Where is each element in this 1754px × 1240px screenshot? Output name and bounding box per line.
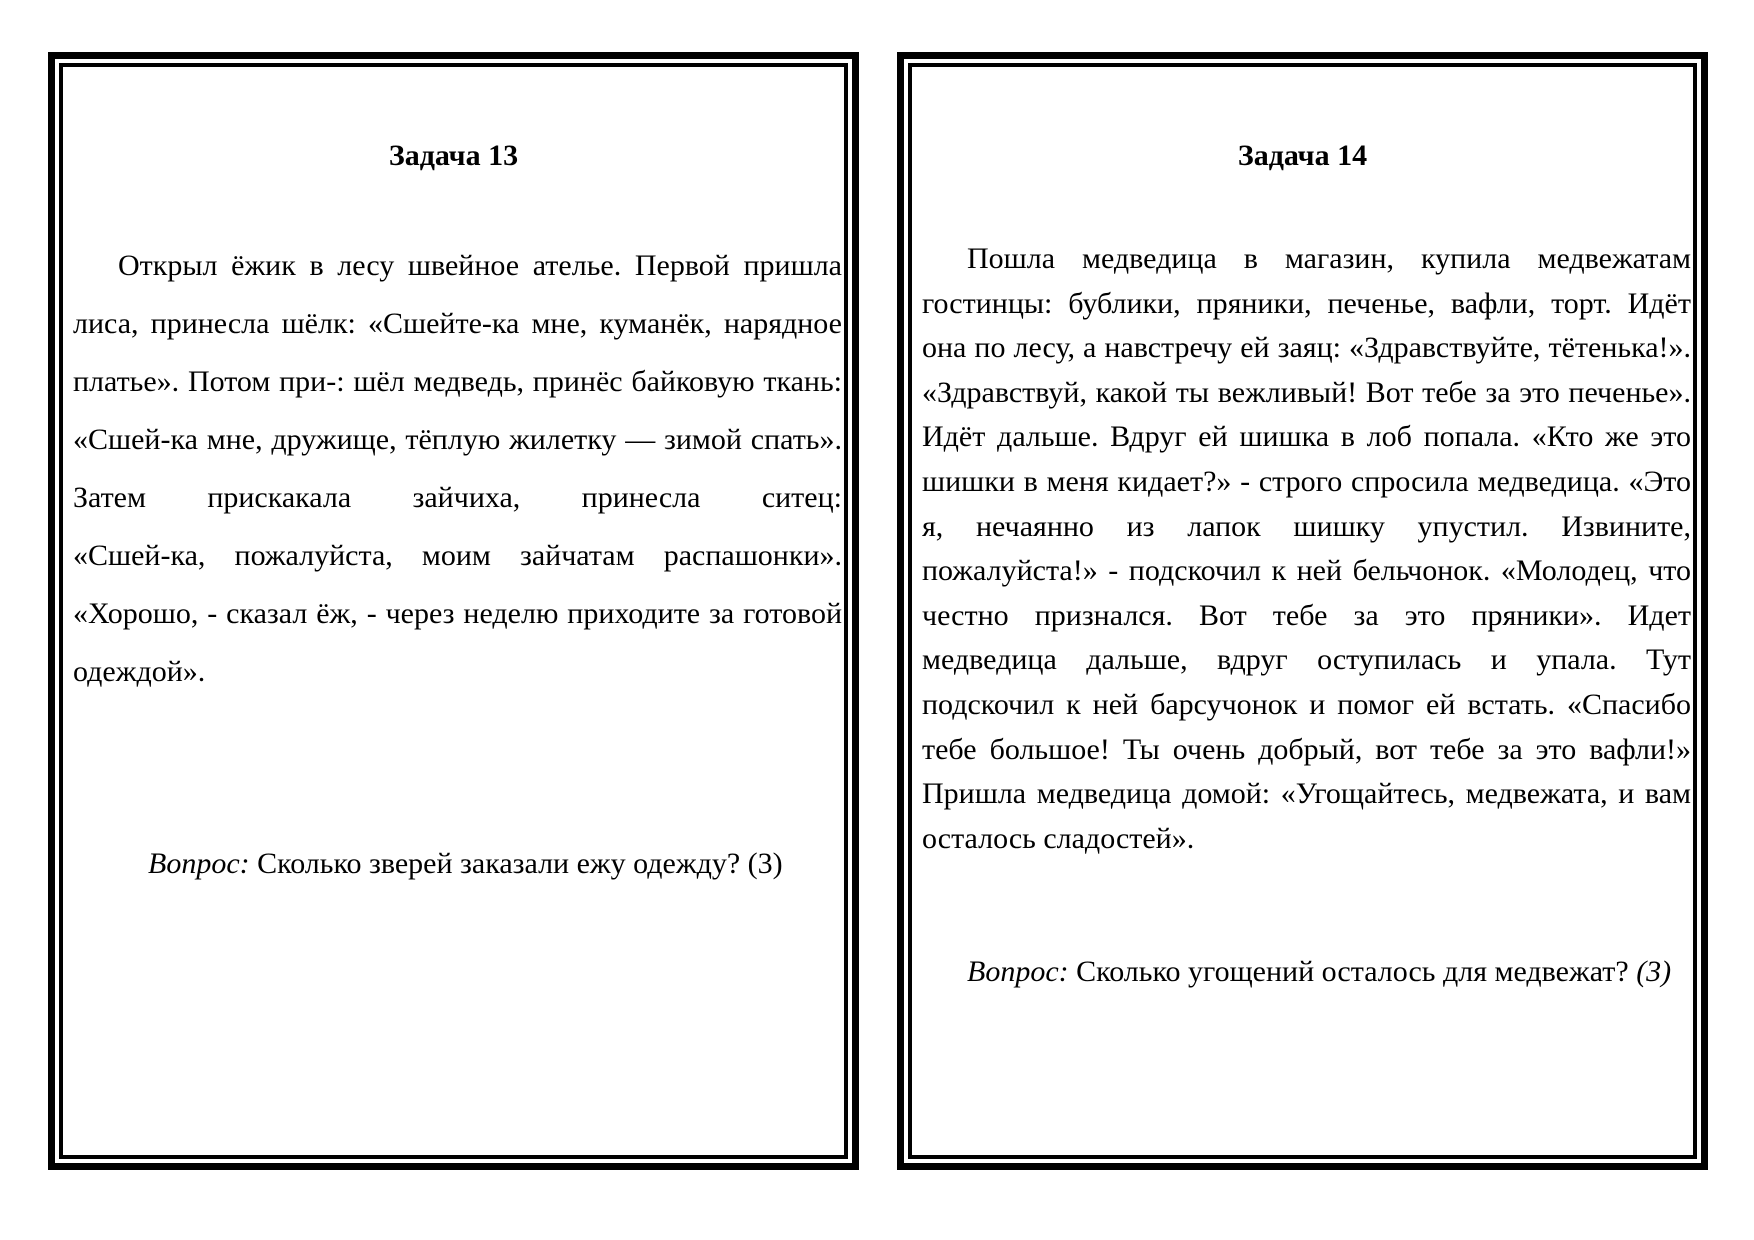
question-label: Вопрос: — [967, 955, 1069, 988]
card-title: Задача 13 — [388, 139, 519, 172]
answer-text: (3) — [747, 847, 783, 880]
question-text: Сколько зверей заказали ежу одежду? — [249, 847, 748, 880]
task-card-13 — [48, 52, 859, 1170]
question-paragraph — [922, 943, 1691, 1001]
story-paragraph: «Сшей-ка, пожалуйста, моим зайчатам распашонки». «Хорошо, - сказал ёж, - через неделю приходите за готовой одеждой». — [73, 539, 842, 688]
answer-text: (3) — [1636, 955, 1672, 988]
story-paragraph: Пошла медведица в магазин, купила медвежатам гостинцы: бублики, пряники, печенье, вафли, торт. Идёт она по лесу, а навстречу ей заяц: «Здравствуйте, тётенька!». «Здравствуй, какой ты вежливый! Вот тебе за это печенье». Идёт дальше. Вдруг ей шишка в лоб попала. «Кто же это шишки в меня кидает?» - строго спросила медведица. «Это я, нечаянно из лапок шишку упустил. Извините, пожалуйста!» - подскочил к ней бельчонок. «Молодец, что честно признался. Вот тебе за это пряники». Идет медведица дальше, вдруг оступилась и упала. Тут подскочил к ней барсучонок и помог ей встать. «Спасибо тебе большое! Ты очень добрый, вот тебе за это вафли!» Пришла медведица домой: «Угощайтесь, медвежата, и вам осталось сладостей». — [922, 242, 1691, 855]
story-text — [73, 237, 842, 701]
question-block — [73, 835, 842, 893]
card-title: Задача 14 — [1237, 139, 1368, 172]
question-text: Сколько угощений осталось для медвежат? — [1068, 955, 1637, 988]
story-paragraph: Открыл ёжик в лесу швейное ателье. Первой пришла лиса, принесла шёлк: «Сшейте-ка мне, куманёк, нарядное платье». Потом при-: шёл медведь, принёс байковую ткань: «Сшей-ка мне, дружище, тёплую жилетку — зимой спать». Затем прискакала зайчиха, принесла ситец: — [73, 249, 842, 514]
story-text — [922, 237, 1691, 861]
question-paragraph — [73, 835, 842, 893]
question-label: Вопрос: — [148, 847, 250, 880]
task-card-14 — [897, 52, 1708, 1170]
question-block — [922, 943, 1691, 1001]
